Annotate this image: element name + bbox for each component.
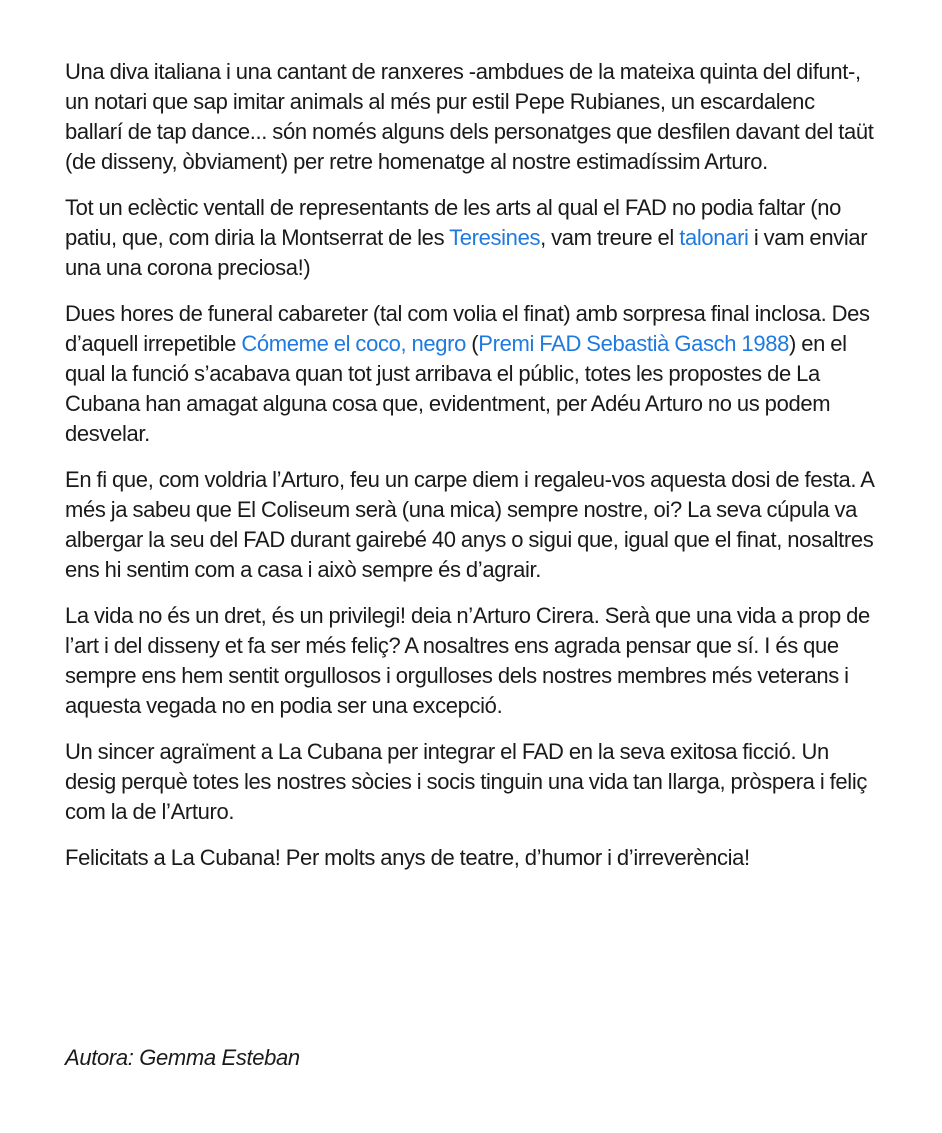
paragraph-3-text: ( bbox=[466, 331, 479, 356]
link-talonari[interactable]: talonari bbox=[679, 225, 749, 250]
paragraph-3 bbox=[65, 299, 875, 449]
paragraph-4: En fi que, com voldria l’Arturo, feu un carpe diem i regaleu-vos aquesta dosi de festa. A més ja sabeu que El Coliseum serà (una mica) sempre nostre, oi? La seva cúpula va albergar la seu del FAD durant gairebé 40 anys o sigui que, igual que el finat, nosaltres ens hi sentim com a casa i això sempre és d’agrair. bbox=[65, 467, 874, 582]
paragraph-6: Un sincer agraïment a La Cubana per integrar el FAD en la seva exitosa ficció. Un desig perquè totes les nostres sòcies i socis tinguin una vida tan llarga, pròspera i feliç com la de l’Arturo. bbox=[65, 739, 868, 824]
author-credit: Autora: Gemma Esteban bbox=[65, 1045, 300, 1070]
paragraph-1: Una diva italiana i una cantant de ranxeres -ambdues de la mateixa quinta del difunt-, un notari que sap imitar animals al més pur estil Pepe Rubianes, un escardalenc ballarí de tap dance... són només alguns dels personatges que desfilen davant del taüt (de disseny, òbviament) per retre homenatge al nostre estimadíssim Arturo. bbox=[65, 59, 874, 174]
paragraph-3-text: ) en el qual la funció s’acabava quan tot just arribava el públic, totes les propostes de La Cubana han amagat alguna cosa que, evidentment, per Adéu Arturo no us podem desvelar. bbox=[65, 331, 847, 446]
link-premi-fad-sebastia-gasch[interactable]: Premi FAD Sebastià Gasch 1988 bbox=[478, 331, 789, 356]
article-body bbox=[65, 57, 875, 889]
paragraph-2-text: i vam enviar una una corona preciosa!) bbox=[65, 225, 868, 280]
paragraph-2-text: Tot un eclèctic ventall de representants de les arts al qual el FAD no podia faltar (no patiu, que, com diria la Montserrat de les bbox=[65, 195, 842, 250]
paragraph-2-text: , vam treure el bbox=[540, 225, 680, 250]
paragraph-2 bbox=[65, 193, 875, 283]
link-teresines[interactable]: Teresines bbox=[449, 225, 541, 250]
paragraph-5: La vida no és un dret, és un privilegi! deia n’Arturo Cirera. Serà que una vida a prop de l’art i del disseny et fa ser més feliç? A nosaltres ens agrada pensar que sí. I és que sempre ens hem sentit orgullosos i orgulloses dels nostres membres més veterans i aquesta vegada no en podia ser una excepció. bbox=[65, 603, 870, 718]
paragraph-7: Felicitats a La Cubana! Per molts anys de teatre, d’humor i d’irreverència! bbox=[65, 845, 750, 870]
link-comeme-el-coco-negro[interactable]: Cómeme el coco, negro bbox=[241, 331, 467, 356]
paragraph-3-text: Dues hores de funeral cabareter (tal com volia el finat) amb sorpresa final inclosa. Des d’aquell irrepetible bbox=[65, 301, 870, 356]
